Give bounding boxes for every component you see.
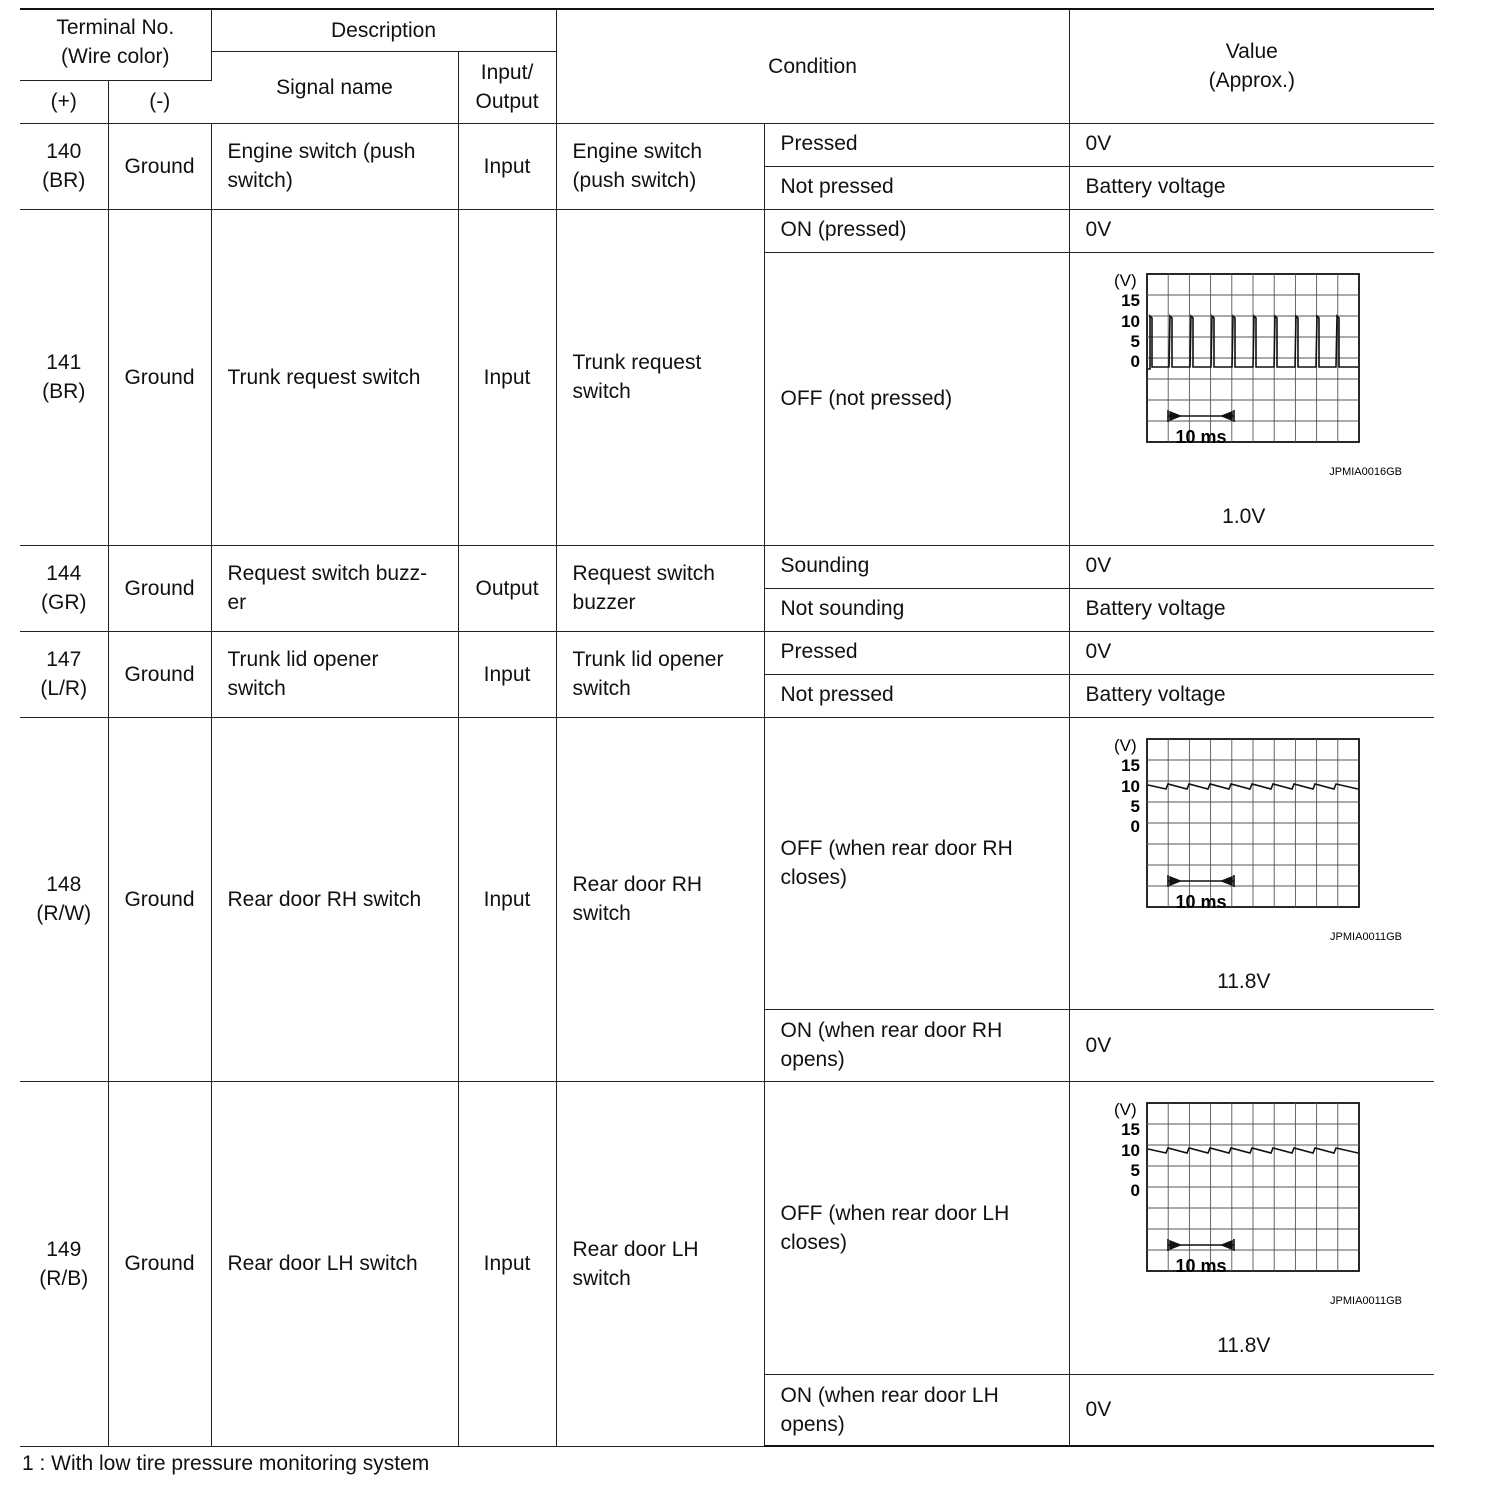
- signal-cell: Rear door RH switch: [211, 717, 458, 1081]
- table-row: [20, 123, 1434, 166]
- state-cell: ON (pressed): [764, 209, 1069, 252]
- waveform-cell: [1069, 1081, 1434, 1374]
- value-cell: Battery voltage: [1069, 674, 1434, 717]
- state-cell: Pressed: [764, 123, 1069, 166]
- terminal-cell: 144 (GR): [20, 545, 108, 631]
- io-cell: Output: [458, 545, 556, 631]
- header-minus: (-): [108, 80, 211, 123]
- table-row: [20, 631, 1434, 674]
- condition-cell: Trunk lid opener switch: [556, 631, 764, 717]
- ground-cell: Ground: [108, 1081, 211, 1446]
- signal-cell: Request switch buzz- er: [211, 545, 458, 631]
- condition-cell: Rear door RH switch: [556, 717, 764, 1081]
- header-condition: Condition: [556, 9, 1069, 123]
- state-cell: OFF (when rear door RH closes): [764, 717, 1069, 1009]
- table-row: [20, 209, 1434, 252]
- door-waveform-rh: [1070, 731, 1435, 971]
- tick-label: 15: [1120, 291, 1140, 310]
- condition-cell: Engine switch (push switch): [556, 123, 764, 209]
- condition-cell: Rear door LH switch: [556, 1081, 764, 1446]
- terminal-cell: 147 (L/R): [20, 631, 108, 717]
- tick-label: 15: [1120, 755, 1140, 775]
- condition-cell: Request switch buzzer: [556, 545, 764, 631]
- state-cell: Not sounding: [764, 588, 1069, 631]
- time-scale: 10 ms: [1175, 891, 1227, 912]
- figure-code: JPMIA0011GB: [1329, 930, 1402, 943]
- header-terminal: Terminal No. (Wire color): [20, 9, 211, 80]
- table-row: [20, 545, 1434, 588]
- tick-label: 5: [1130, 1161, 1140, 1180]
- pulse-waveform: [1070, 266, 1435, 506]
- waveform-cell: [1069, 717, 1434, 1009]
- header-input-output: Input/ Output: [458, 51, 556, 123]
- table-row: [20, 717, 1434, 1009]
- header-value: Value (Approx.): [1069, 9, 1434, 123]
- ground-cell: Ground: [108, 209, 211, 545]
- tick-label: 0: [1130, 352, 1140, 371]
- terminal-cell: 148 (R/W): [20, 717, 108, 1081]
- waveform-cell: [1069, 252, 1434, 545]
- wave-unit: (V): [1113, 1100, 1137, 1119]
- signal-cell: Trunk lid opener switch: [211, 631, 458, 717]
- state-cell: OFF (not pressed): [764, 252, 1069, 545]
- tick-label: 0: [1130, 1181, 1140, 1200]
- door-waveform-lh: [1070, 1095, 1435, 1335]
- wave-unit: (V): [1113, 735, 1137, 755]
- state-cell: ON (when rear door RH opens): [764, 1009, 1069, 1081]
- io-cell: Input: [458, 631, 556, 717]
- tick-label: 0: [1130, 816, 1140, 836]
- io-cell: Input: [458, 209, 556, 545]
- value-cell: 0V: [1069, 209, 1434, 252]
- value-cell: 11.8V: [1217, 1334, 1271, 1357]
- value-cell: 0V: [1069, 1009, 1434, 1081]
- value-cell: 0V: [1069, 123, 1434, 166]
- signal-cell: Engine switch (push switch): [211, 123, 458, 209]
- value-cell: Battery voltage: [1069, 588, 1434, 631]
- figure-code: JPMIA0011GB: [1329, 1295, 1402, 1307]
- terminal-cell: 149 (R/B): [20, 1081, 108, 1446]
- tick-label: 10: [1120, 312, 1140, 331]
- time-marker: [1168, 410, 1234, 422]
- io-cell: Input: [458, 123, 556, 209]
- io-cell: Input: [458, 717, 556, 1081]
- time-marker: [1168, 875, 1234, 887]
- value-cell: 11.8V: [1217, 969, 1271, 993]
- time-scale: 10 ms: [1175, 1256, 1227, 1276]
- terminal-cell: 141 (BR): [20, 209, 108, 545]
- table-row: [20, 1081, 1434, 1374]
- value-cell: Battery voltage: [1069, 166, 1434, 209]
- header-plus: (+): [20, 80, 108, 123]
- header-description: Description: [211, 9, 556, 51]
- tick-label: 5: [1130, 332, 1140, 351]
- footnote: 1 : With low tire pressure monitoring system: [22, 1452, 430, 1475]
- signal-cell: Trunk request switch: [211, 209, 458, 545]
- state-cell: Pressed: [764, 631, 1069, 674]
- ground-cell: Ground: [108, 545, 211, 631]
- state-cell: Sounding: [764, 545, 1069, 588]
- io-cell: Input: [458, 1081, 556, 1446]
- time-marker: [1168, 1239, 1234, 1251]
- ground-cell: Ground: [108, 717, 211, 1081]
- state-cell: ON (when rear door LH opens): [764, 1374, 1069, 1446]
- time-scale: 10 ms: [1175, 427, 1227, 447]
- ground-cell: Ground: [108, 123, 211, 209]
- value-cell: 0V: [1069, 1374, 1434, 1446]
- state-cell: Not pressed: [764, 674, 1069, 717]
- terminal-cell: 140 (BR): [20, 123, 108, 209]
- tick-label: 15: [1120, 1120, 1140, 1139]
- tick-label: 10: [1120, 1141, 1140, 1160]
- wave-unit: (V): [1113, 271, 1137, 290]
- signal-cell: Rear door LH switch: [211, 1081, 458, 1446]
- figure-code: JPMIA0016GB: [1328, 466, 1402, 478]
- tick-label: 5: [1130, 796, 1140, 816]
- ground-cell: Ground: [108, 631, 211, 717]
- state-cell: Not pressed: [764, 166, 1069, 209]
- header-signal-name: Signal name: [211, 51, 458, 123]
- terminal-spec-table: [20, 8, 1434, 1447]
- value-cell: 0V: [1069, 545, 1434, 588]
- value-cell: 0V: [1069, 631, 1434, 674]
- value-cell: 1.0V: [1222, 505, 1266, 528]
- condition-cell: Trunk request switch: [556, 209, 764, 545]
- state-cell: OFF (when rear door LH closes): [764, 1081, 1069, 1374]
- tick-label: 10: [1120, 776, 1140, 796]
